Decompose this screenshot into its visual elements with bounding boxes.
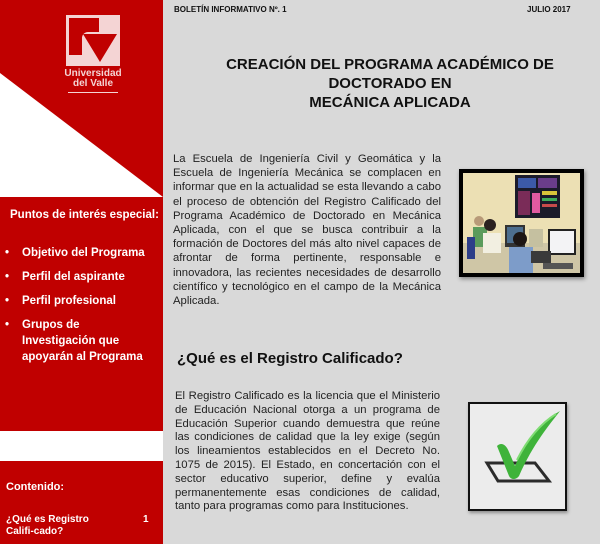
interest-item: • Grupos de Investigación que apoyarán al Programa	[5, 319, 143, 363]
bullet-icon: •	[5, 271, 10, 283]
logo-underline	[68, 92, 118, 93]
interest-points-list	[0, 245, 163, 373]
bulletin-date: JULIO 2017	[527, 5, 571, 14]
contents-entry[interactable]	[6, 514, 156, 538]
intro-paragraph: La Escuela de Ingeniería Civil y Geomática y la Escuela de Ingeniería Mecánica se complacen en informar que en la actualidad se esta llevando a cabo el proceso de obtención del Registro Calificado del Programa Académico de Doctorado en Mecánica Aplicada, con el que se busca contribuir a la formación de Doctores del más alto nivel capaces de afrontar de forma pertinente, responsable e innovadora, las recientes necesidades de desarrollo científico y tecnológico en el campo de la Mecánica Aplicada.	[173, 153, 441, 308]
sidebar	[0, 0, 163, 544]
section-heading: ¿Qué es el Registro Calificado?	[177, 350, 403, 367]
bulletin-number: BOLETÍN INFORMATIVO Nº. 1	[174, 5, 287, 14]
checkmark-icon	[470, 404, 565, 509]
checkmark-image	[468, 402, 567, 511]
bullet-icon: •	[5, 319, 10, 331]
interest-item: • Perfil del aspirante	[5, 271, 125, 283]
section-paragraph: El Registro Calificado es la licencia que el Ministerio de Educación Nacional otorga a un programa de Educación Superior cuando demuestra que reúne las condiciones de calidad que la ley exige (según los lineamientos establecidos en el Decreto No. 1075 de 2015). El Estado, en concertación con el sector educativo superior, define y evalúa permanentemente esas condiciones de calidad, tanto para programas como para Instituciones.	[175, 390, 440, 513]
contents-title: Contenido:	[6, 481, 65, 493]
interest-points-title: Puntos de interés especial:	[10, 209, 159, 221]
contents-entry-label: ¿Qué es Registro Califi-cado?	[6, 514, 89, 537]
lab-photo	[459, 169, 584, 277]
university-logo	[66, 15, 120, 93]
bullet-icon: •	[5, 295, 10, 307]
contents-entry-page: 1	[143, 514, 149, 525]
interest-item: • Perfil profesional	[5, 295, 116, 307]
logo-text: Universidad del Valle	[64, 68, 122, 89]
logo-emblem	[66, 15, 120, 66]
page-title: CREACIÓN DEL PROGRAMA ACADÉMICO DE DOCTORADO EN MECÁNICA APLICADA	[226, 56, 554, 111]
bullet-icon: •	[5, 247, 10, 259]
interest-item: • Objetivo del Programa	[5, 247, 145, 259]
sidebar-divider-band	[0, 431, 163, 461]
